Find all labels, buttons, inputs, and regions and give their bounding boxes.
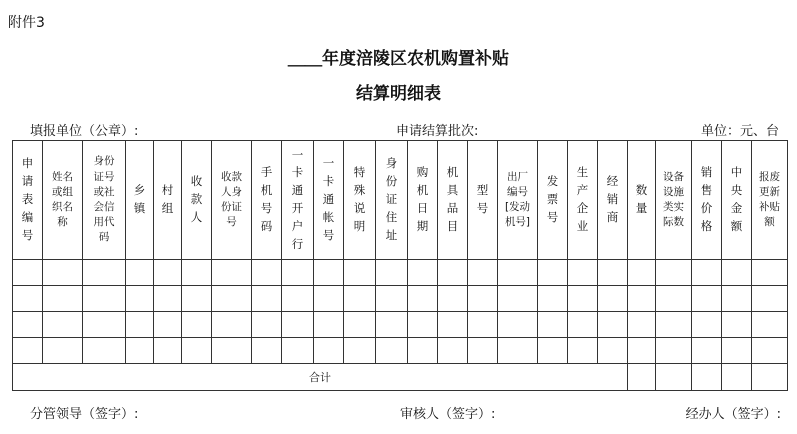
column-header-label: 特殊说明 <box>353 165 366 233</box>
table-cell <box>468 338 498 364</box>
column-header-label: 中央金额 <box>730 165 743 233</box>
column-header-label: 身份证住址 <box>385 156 398 242</box>
table-cell <box>438 338 468 364</box>
table-cell <box>252 312 282 338</box>
table-cell <box>154 312 182 338</box>
table-cell <box>252 260 282 286</box>
column-header <box>468 141 498 260</box>
table-cell <box>722 286 752 312</box>
table-cell <box>692 260 722 286</box>
column-header <box>538 141 568 260</box>
table-header-row <box>13 141 788 260</box>
table-cell <box>568 260 598 286</box>
leader-signature-label: 分管领导（签字）: <box>30 407 139 422</box>
table-cell <box>628 312 656 338</box>
column-header <box>722 141 752 260</box>
table-cell <box>212 260 252 286</box>
table-cell <box>83 338 126 364</box>
table-cell <box>344 286 376 312</box>
total-label: 合计 <box>13 364 628 391</box>
table-cell <box>628 338 656 364</box>
column-header-label: 村组 <box>161 183 174 215</box>
table-cell <box>182 260 212 286</box>
column-header-label: 设备 设施 类实 际数 <box>663 170 684 229</box>
column-header-label: 型号 <box>476 183 489 215</box>
table-cell <box>344 338 376 364</box>
table-cell <box>13 338 43 364</box>
column-header-label: 购机日期 <box>416 165 429 233</box>
table-cell <box>13 260 43 286</box>
column-header-label: 报废 更新 补贴 额 <box>759 170 780 229</box>
column-header-label: 手机号码 <box>260 165 273 233</box>
table-cell <box>568 338 598 364</box>
table-cell <box>656 312 692 338</box>
table-cell <box>722 260 752 286</box>
table-cell <box>598 286 628 312</box>
table-cell <box>408 260 438 286</box>
table-cell <box>43 260 83 286</box>
table-cell <box>182 338 212 364</box>
table-cell <box>13 286 43 312</box>
total-cell <box>628 364 656 391</box>
column-header-label: 申请表编号 <box>21 156 34 242</box>
table-cell <box>408 338 438 364</box>
column-header <box>408 141 438 260</box>
table-cell <box>182 312 212 338</box>
table-cell <box>154 286 182 312</box>
table-cell <box>598 338 628 364</box>
column-header-label: 身份 证号 或社 会信 用代 码 <box>93 155 115 244</box>
column-header <box>43 141 83 260</box>
table-cell <box>182 286 212 312</box>
table-cell <box>314 338 344 364</box>
table-cell <box>656 286 692 312</box>
table-cell <box>438 312 468 338</box>
column-header-label: 收款 人身 份证 号 <box>221 170 242 229</box>
table-cell <box>628 286 656 312</box>
table-cell <box>126 260 154 286</box>
table-cell <box>498 312 538 338</box>
column-header <box>154 141 182 260</box>
table-cell <box>126 312 154 338</box>
table-cell <box>498 338 538 364</box>
column-header <box>568 141 598 260</box>
table-cell <box>314 312 344 338</box>
column-header <box>376 141 408 260</box>
column-header <box>13 141 43 260</box>
table-cell <box>344 260 376 286</box>
column-header <box>598 141 628 260</box>
column-header <box>212 141 252 260</box>
table-cell <box>314 260 344 286</box>
table-cell <box>212 312 252 338</box>
column-header-label: 数量 <box>635 183 648 215</box>
document-title: ＿＿年度涪陵区农机购置补贴 <box>288 49 509 69</box>
column-header-label: 一卡通帐号 <box>322 156 335 242</box>
column-header <box>314 141 344 260</box>
table-cell <box>598 260 628 286</box>
total-cell <box>722 364 752 391</box>
table-cell <box>692 286 722 312</box>
table-cell <box>83 260 126 286</box>
column-header <box>252 141 282 260</box>
column-header <box>438 141 468 260</box>
column-header-label: 生产企业 <box>576 165 589 233</box>
column-header <box>344 141 376 260</box>
table-cell <box>752 260 788 286</box>
table-cell <box>126 338 154 364</box>
table-cell <box>252 286 282 312</box>
table-cell <box>344 312 376 338</box>
table-cell <box>538 338 568 364</box>
table-cell <box>752 286 788 312</box>
table-cell <box>498 286 538 312</box>
table-cell <box>376 312 408 338</box>
column-header <box>498 141 538 260</box>
column-header-label: 机具品目 <box>446 165 459 233</box>
attachment-label: 附件3 <box>8 15 45 31</box>
total-row <box>13 364 788 391</box>
table-cell <box>438 286 468 312</box>
column-header <box>83 141 126 260</box>
column-header-label: 收款人 <box>190 174 203 224</box>
table-cell <box>212 338 252 364</box>
batch-label: 申请结算批次: <box>396 124 479 139</box>
table-cell <box>13 312 43 338</box>
table-cell <box>628 260 656 286</box>
unit-label: 单位：元、台 <box>700 124 779 139</box>
table-cell <box>376 260 408 286</box>
column-header-label: 销售价格 <box>700 165 713 233</box>
table-cell <box>598 312 628 338</box>
column-header-label: 发票号 <box>546 174 559 224</box>
table-cell <box>282 338 314 364</box>
table-cell <box>752 312 788 338</box>
table-cell <box>438 260 468 286</box>
table-cell <box>154 338 182 364</box>
table-cell <box>314 286 344 312</box>
table-cell <box>468 286 498 312</box>
column-header-label: 出厂 编号 [发动 机号] <box>504 170 531 229</box>
table-cell <box>252 338 282 364</box>
table-cell <box>83 286 126 312</box>
total-cell <box>692 364 722 391</box>
table-cell <box>692 312 722 338</box>
handler-signature-label: 经办人（签字）: <box>685 407 781 422</box>
column-header-label: 姓名 或组 织名 称 <box>52 170 73 229</box>
column-header <box>628 141 656 260</box>
table-row <box>13 286 788 312</box>
table-cell <box>568 312 598 338</box>
column-header-label: 一卡通开户行 <box>291 147 304 251</box>
table-cell <box>43 286 83 312</box>
table-cell <box>722 312 752 338</box>
table-cell <box>538 260 568 286</box>
table-cell <box>126 286 154 312</box>
table-cell <box>468 312 498 338</box>
table-cell <box>43 338 83 364</box>
column-header <box>692 141 722 260</box>
table-row <box>13 312 788 338</box>
table-cell <box>43 312 83 338</box>
total-cell <box>656 364 692 391</box>
settlement-table <box>12 140 788 391</box>
column-header-label: 乡镇 <box>133 183 146 215</box>
table-cell <box>282 312 314 338</box>
total-cell <box>752 364 788 391</box>
table-cell <box>538 312 568 338</box>
table-cell <box>498 260 538 286</box>
table-cell <box>212 286 252 312</box>
table-cell <box>282 286 314 312</box>
table-row <box>13 338 788 364</box>
column-header <box>656 141 692 260</box>
table-cell <box>408 286 438 312</box>
table-cell <box>376 338 408 364</box>
table-cell <box>656 260 692 286</box>
fill-unit-label: 填报单位（公章）: <box>30 124 139 139</box>
table-cell <box>468 260 498 286</box>
reviewer-signature-label: 审核人（签字）: <box>400 407 496 422</box>
table-cell <box>538 286 568 312</box>
table-cell <box>752 338 788 364</box>
table-cell <box>83 312 126 338</box>
column-header <box>752 141 788 260</box>
table-cell <box>154 260 182 286</box>
column-header <box>126 141 154 260</box>
document-subtitle: 结算明细表 <box>356 84 441 104</box>
table-cell <box>656 338 692 364</box>
column-header <box>282 141 314 260</box>
table-cell <box>722 338 752 364</box>
table-cell <box>692 338 722 364</box>
column-header-label: 经销商 <box>606 174 619 224</box>
table-cell <box>376 286 408 312</box>
table-cell <box>568 286 598 312</box>
table-cell <box>408 312 438 338</box>
table-cell <box>282 260 314 286</box>
table-row <box>13 260 788 286</box>
column-header <box>182 141 212 260</box>
